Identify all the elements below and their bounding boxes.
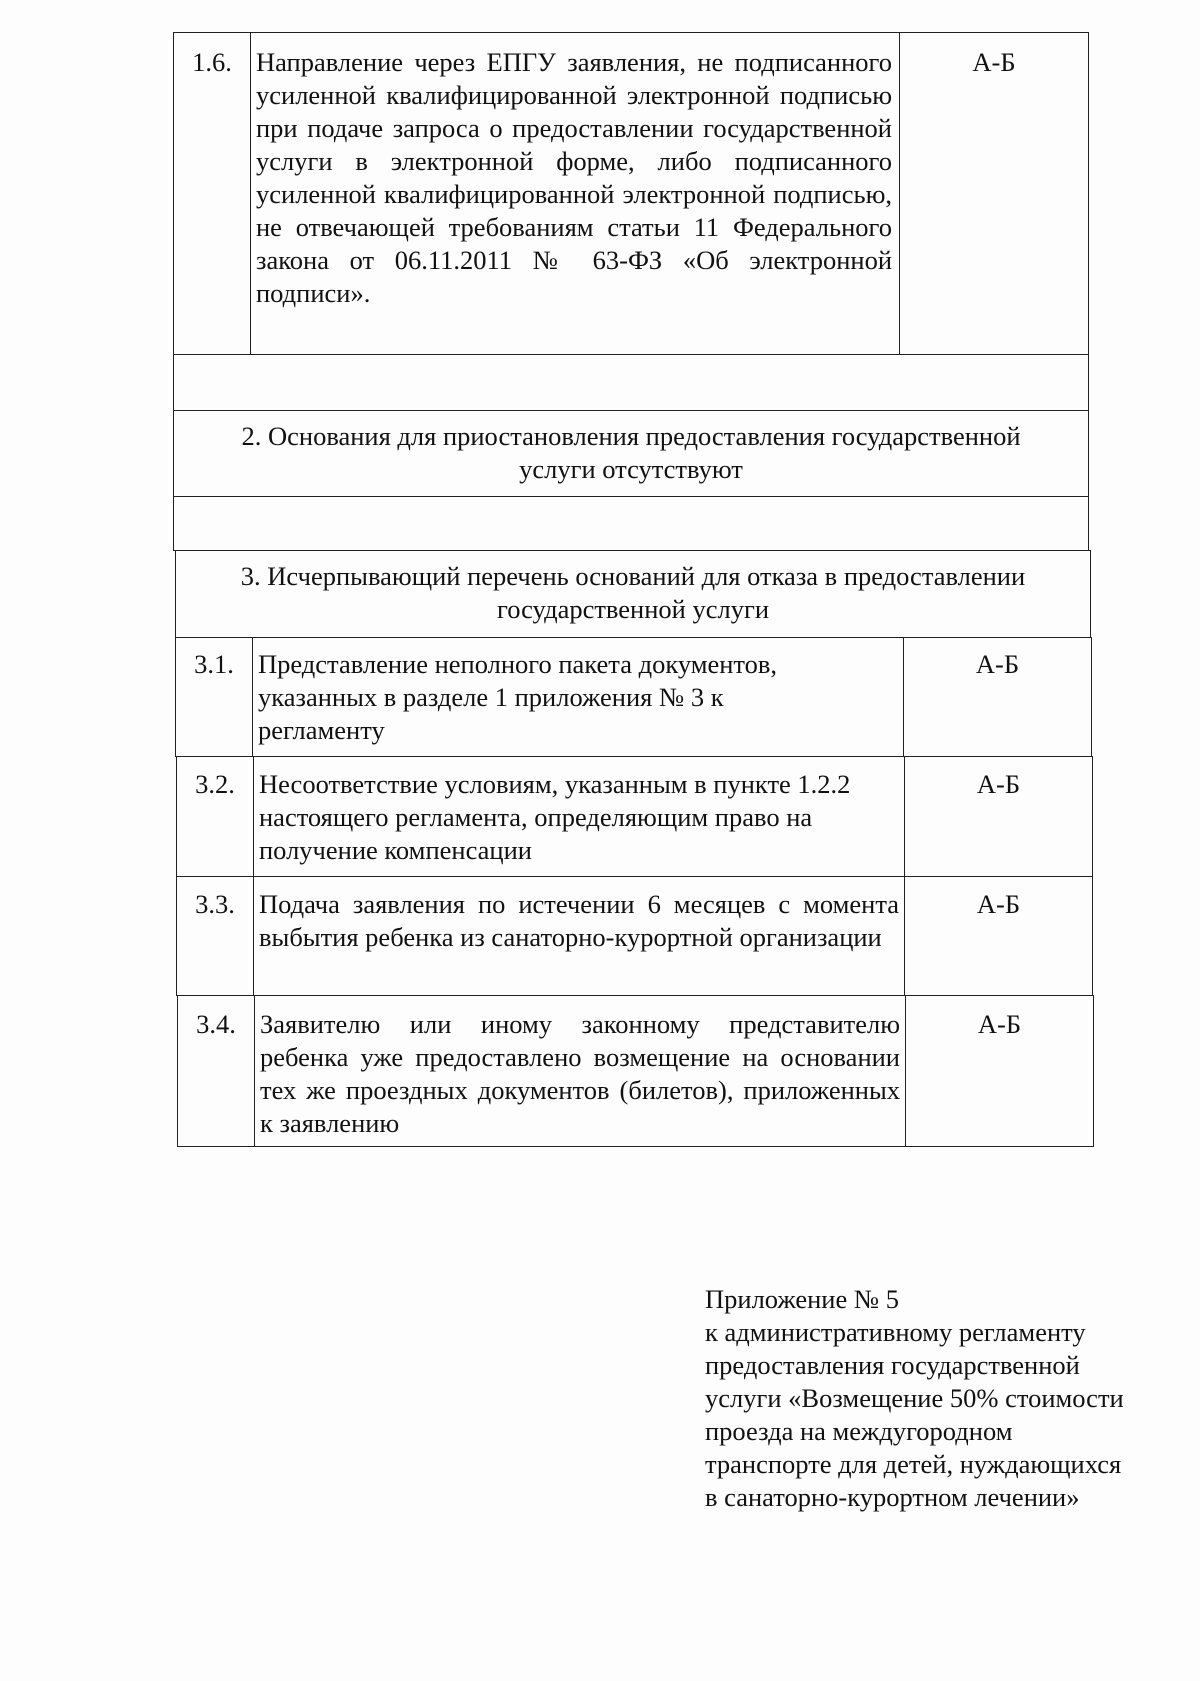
- row-code: А-Б: [976, 769, 1021, 799]
- section-3-line-1: 3. Исчерпывающий перечень оснований для отказа в предоставлении: [240, 561, 1026, 591]
- row-code: А-Б: [975, 649, 1020, 679]
- row-number: 3.3.: [195, 889, 235, 919]
- appendix-line: в санаторно-курортном лечении»: [705, 1482, 1080, 1512]
- table-cell-number: [173, 32, 251, 355]
- row-text: Направление через ЕПГУ заявления, не подписанного усиленной квалифицированной электронной подписью при подаче запроса о предоставлении государственной услуги в электронной форме, либо подписанного усиленной квалифицированной электронной подписью, не отвечающей требованиям статьи 11 Федерального закона от 06.11.2011 № 63-ФЗ «Об электронной подписи».: [256, 47, 892, 308]
- row-text: Подача заявления по истечении 6 месяцев с момента выбытия ребенка из санаторно-курортной организации: [259, 889, 899, 952]
- row-number: 3.1.: [194, 649, 234, 679]
- section-2-line-2: услуги отсутствуют: [519, 454, 743, 484]
- row-code: А-Б: [972, 47, 1016, 77]
- appendix-line: к административному регламенту: [705, 1317, 1086, 1347]
- section-2-line-1: 2. Основания для приостановления предоставления государственной: [241, 421, 1021, 451]
- row-text: Несоответствие условиям, указанным в пункте 1.2.2 настоящего регламента, определяющим право на получение компенсации: [259, 769, 851, 865]
- empty-row: [173, 496, 1089, 551]
- section-3-line-2: государственной услуги: [496, 594, 770, 624]
- appendix-line: проезда на междугородном: [705, 1416, 1013, 1446]
- row-code: А-Б: [976, 889, 1021, 919]
- appendix-line: транспорте для детей, нуждающихся: [705, 1449, 1122, 1479]
- row-text: Представление неполного пакета документов, указанных в разделе 1 приложения № 3 к регламенту: [258, 649, 778, 745]
- appendix-note: [705, 1283, 1175, 1514]
- row-number: 1.6.: [192, 47, 232, 77]
- table-cell-code: [899, 32, 1089, 355]
- row-number: 3.4.: [196, 1009, 236, 1039]
- row-text: Заявителю или иному законному представителю ребенка уже предоставлено возмещение на основании тех же проездных документов (билетов), приложенных к заявлению: [260, 1009, 900, 1138]
- appendix-line: предоставления государственной: [705, 1350, 1080, 1380]
- appendix-line: услуги «Возмещение 50% стоимости: [705, 1383, 1124, 1413]
- row-code: А-Б: [977, 1009, 1022, 1039]
- appendix-line: Приложение № 5: [705, 1284, 900, 1314]
- row-number: 3.2.: [195, 769, 235, 799]
- empty-row: [173, 354, 1089, 411]
